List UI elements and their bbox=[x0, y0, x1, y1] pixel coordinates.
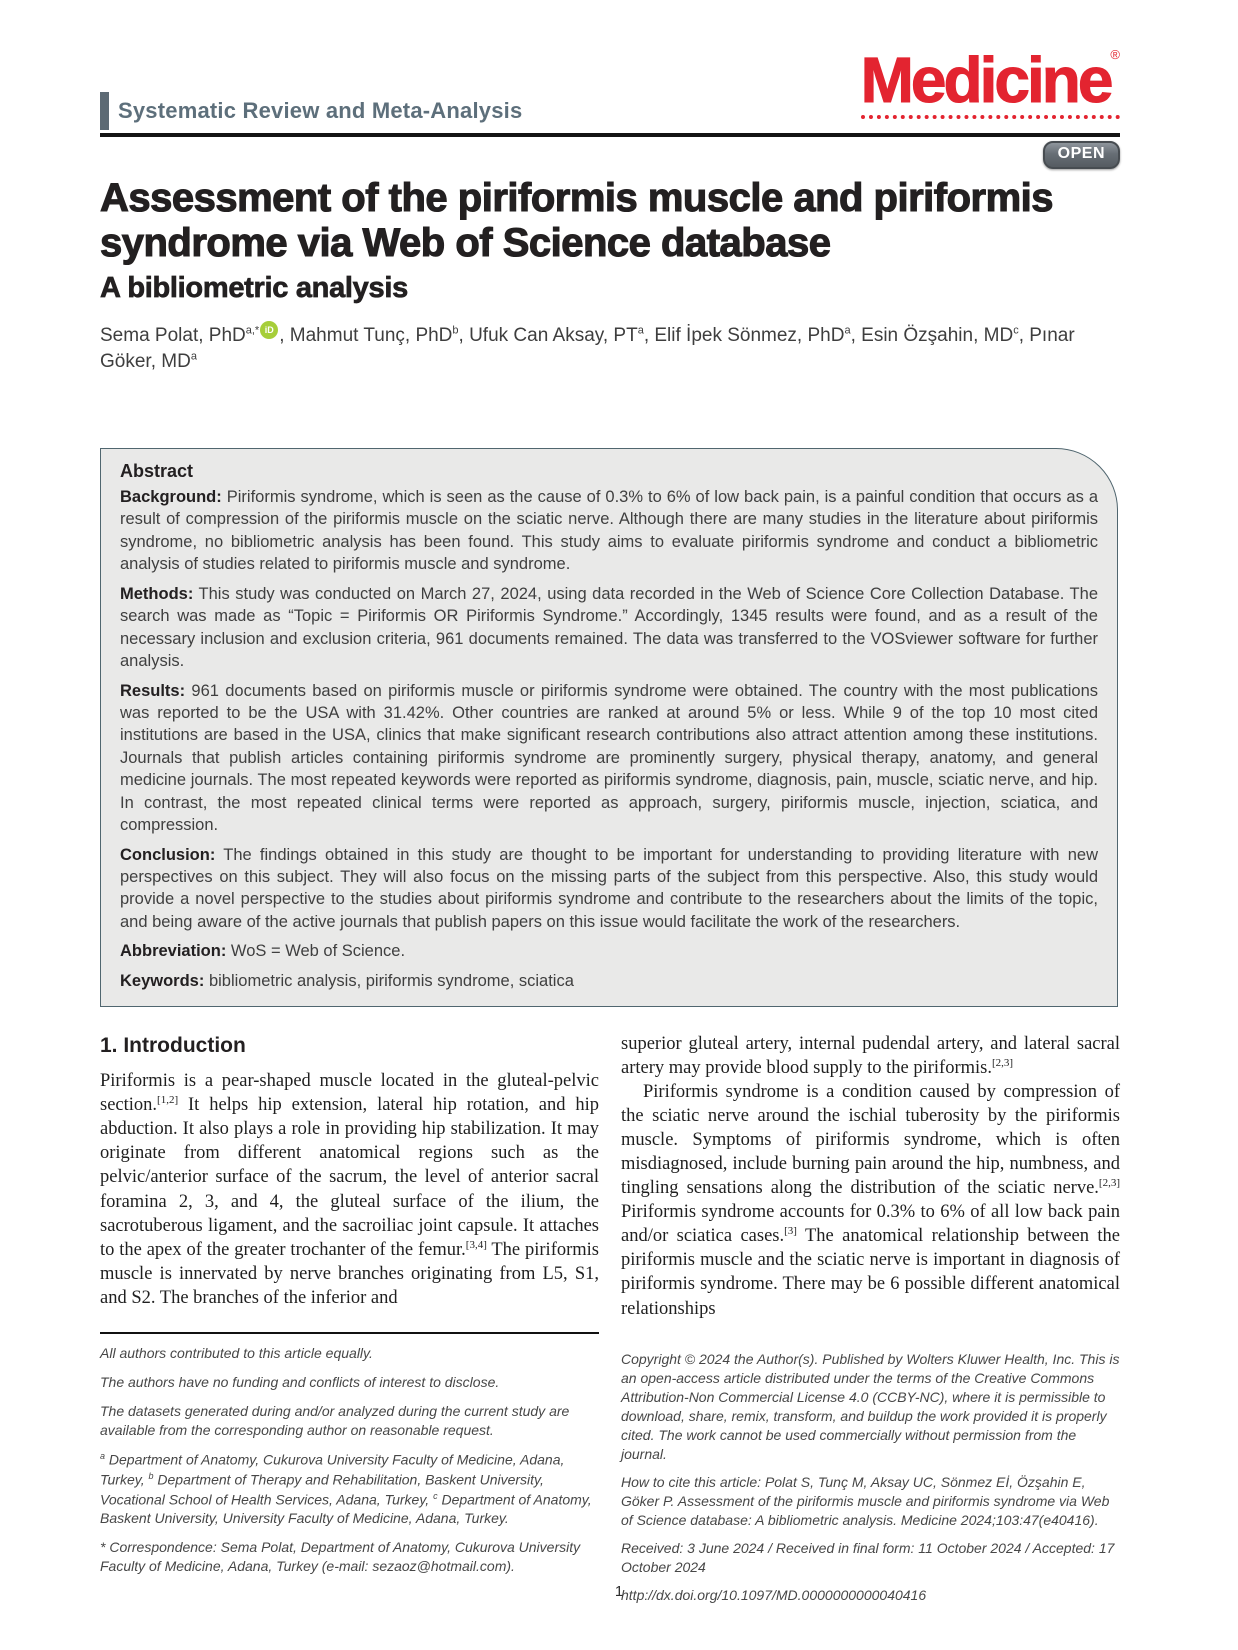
author-affiliation-sup: a bbox=[637, 324, 644, 337]
footnote-copyright: Copyright © 2024 the Author(s). Published by Wolters Kluwer Health, Inc. This is an open-access article distributed under the terms of the Creative Commons Attribution-Non Commercial License 4.0 (CCBY-NC), where it is permissible to download, share, remix, transform, and buildup the work provided it is properly cited. The work cannot be used commercially without permission from the journal. bbox=[621, 1351, 1120, 1463]
introduction-section bbox=[100, 1032, 1120, 1321]
footnote-citation: How to cite this article: Polat S, Tunç M, Aksay UC, Sönmez Eİ, Özşahin E, Göker P. Assessment of the piriformis muscle and piriformis syndrome via Web of Science database: A bibliometric analysis. Medicine 2024;103:47(e40416). bbox=[621, 1474, 1110, 1529]
affiliation-sup: c bbox=[433, 1490, 438, 1501]
journal-logo-text: Medicine bbox=[860, 44, 1111, 116]
page-number: 1 bbox=[614, 1583, 624, 1600]
article-title: Assessment of the piriformis muscle and piriformis syndrome via Web of Science database bbox=[100, 176, 1054, 266]
citation-ref[interactable]: [3,4] bbox=[465, 1238, 487, 1251]
author-affiliation-sup: b bbox=[452, 324, 459, 337]
abstract-section-label: Methods: bbox=[120, 584, 194, 603]
title-block bbox=[100, 176, 1120, 376]
article-type-label: Systematic Review and Meta-Analysis bbox=[118, 98, 523, 123]
footnote-rule bbox=[100, 1332, 599, 1334]
intro-paragraph: Piriformis syndrome is a condition caused by compression of the sciatic nerve around the ischial tuberosity by the piriformis muscle. Symptoms of piriformis syndrome, which is often misdiagnosed, include burning pain around the hip, numbness, and tingling sensations along the distribution of the sciatic nerve.[2,3] Piriformis syndrome accounts for 0.3% to 6% of all low back pain and/or sciatica cases.[3] The anatomical relationship between the piriformis muscle and the sciatic nerve is important in diagnosis of piriformis syndrome. There may be 6 possible different anatomical relationships bbox=[621, 1082, 1120, 1319]
footnote-data-availability: The datasets generated during and/or analyzed during the current study are available from the corresponding author on reasonable request. bbox=[100, 1403, 570, 1439]
registered-trademark-symbol: ® bbox=[1110, 47, 1120, 62]
intro-paragraph: superior gluteal artery, internal pudendal artery, and lateral sacral artery may provide blood supply to the piriformis.[2,3] bbox=[621, 1034, 1120, 1079]
affiliation-sup: a bbox=[100, 1451, 106, 1462]
footnote-contribution: All authors contributed to this article equally. bbox=[100, 1345, 373, 1361]
intro-left-column bbox=[100, 1032, 599, 1321]
abstract-keywords: Keywords: bibliometric analysis, piriformis syndrome, sciatica bbox=[120, 971, 574, 990]
open-access-badge[interactable]: OPEN bbox=[1043, 141, 1120, 169]
abstract-section-label: Results: bbox=[120, 681, 186, 700]
author: , Elif İpek Sönmez, PhD$^a$ bbox=[643, 324, 851, 346]
author: , Esin Özşahin, $MD^c$ bbox=[850, 324, 1019, 346]
author-affiliation-sup: c bbox=[1013, 324, 1019, 337]
footnote-affiliations: $^a$ Department of Anatomy, Cukurova University Faculty of Medicine, Adana, Turkey, $^b$ Department of Therapy and Rehabilitation, Baskent University, Vocational School of Health Services, Adana, Turkey, $^c$ Department of Anatomy, Baskent University, University Faculty of Medicine, Adana, Turkey. bbox=[100, 1451, 592, 1527]
author: , Mahmut Tunç, PhD$^b$ bbox=[279, 324, 459, 346]
journal-logo bbox=[860, 44, 1120, 119]
author: , Ufuk Can Aksay, $PT^a$ bbox=[458, 324, 644, 346]
citation-ref[interactable]: [3] bbox=[784, 1225, 797, 1238]
abstract-background: Background: Piriformis syndrome, which is seen as the cause of 0.3% to 6% of low back pain, is a painful condition that occurs as a result of compression of the piriformis muscle on the sciatic nerve. Although there are many studies in the literature about piriformis syndrome, no bibliometric analysis has been found. This study aims to evaluate piriformis syndrome and conduct a bibliometric analysis of studies related to piriformis muscle and syndrome. bbox=[120, 488, 1098, 574]
abstract-conclusion: Conclusion: The findings obtained in this study are thought to be important for understanding to providing literature with new perspectives on this subject. They will also focus on the missing parts of the subject from this perspective. Also, this study would provide a novel perspective to the studies about piriformis syndrome and contribute to the researchers about the limits of the topic, and being aware of the active journals that publish papers on this issue would facilitate the work of the researchers. bbox=[120, 845, 1098, 931]
article-type-banner bbox=[100, 92, 522, 130]
author: , Pınar Göker, $MD^a$ bbox=[100, 324, 1075, 373]
article-subtitle: A bibliometric analysis bbox=[100, 272, 408, 305]
author-affiliation-sup: a,* bbox=[245, 324, 260, 337]
abstract-heading: Abstract bbox=[120, 461, 194, 481]
abstract-box bbox=[100, 448, 1118, 1007]
citation-ref[interactable]: [1,2] bbox=[157, 1094, 179, 1107]
abstract-section-label: Abbreviation: bbox=[120, 942, 227, 961]
intro-paragraph: Piriformis is a pear-shaped muscle located in the gluteal-pelvic section.[1,2] It helps hip extension, lateral hip rotation, and hip abduction. It also plays a role in providing hip stabilization. It may originate from different anatomical regions such as the pelvic/anterior surface of the sacrum, the level of anterior sacral foramina 2, 3, and 4, the gluteal surface of the ilium, the sacrotuberous ligament, and the sacroiliac joint capsule. It attaches to the apex of the greater trochanter of the femur.[3,4] The piriformis muscle is innervated by nerve branches originating from L5, S1, and S2. The branches of the inferior and bbox=[100, 1071, 599, 1308]
footnote-doi-link[interactable]: http://dx.doi.org/10.1097/MD.0000000000040416 bbox=[621, 1587, 927, 1604]
footnote-disclosure: The authors have no funding and conflicts of interest to disclose. bbox=[100, 1374, 500, 1391]
abstract-results: Results: 961 documents based on piriformis muscle or piriformis syndrome were obtained. The country with the most publications was reported to be the USA with 31.42%. Other countries are ranked at around 5% or less. While 9 of the top 10 most cited institutions are based in the USA, clinics that make significant research contributions also attract attention among these institutions. Journals that publish articles containing piriformis syndrome are prominently surgery, physical therapy, anatomy, and general medicine journals. The most repeated keywords were reported as piriformis syndrome, diagnosis, pain, muscle, sciatic nerve, and hip. In contrast, the most repeated clinical terms were reported as approach, surgery, piriformis muscle, injection, sciatica, and compression. bbox=[120, 681, 1098, 835]
abstract-abbreviation: Abbreviation: WoS = Web of Science. bbox=[120, 942, 406, 961]
author-affiliation-sup: a bbox=[844, 324, 851, 337]
abstract-section-label: Background: bbox=[120, 488, 222, 506]
abstract-section-label: Conclusion: bbox=[120, 845, 216, 864]
citation-ref[interactable]: [2,3] bbox=[991, 1056, 1014, 1069]
footnotes-right-column bbox=[621, 1350, 1120, 1614]
section-heading-introduction: 1. Introduction bbox=[100, 1034, 246, 1057]
abstract-section-label: Keywords: bbox=[120, 971, 205, 990]
author-affiliation-sup: a bbox=[190, 350, 197, 363]
orcid-icon[interactable]: iD bbox=[260, 321, 278, 339]
citation-ref[interactable]: [2,3] bbox=[1098, 1177, 1120, 1190]
footnote-received-dates: Received: 3 June 2024 / Received in final form: 11 October 2024 / Accepted: 17 October 2024 bbox=[621, 1540, 1115, 1576]
masthead-rule bbox=[100, 133, 1120, 137]
affiliation-sup: b bbox=[148, 1470, 154, 1481]
intro-right-column bbox=[621, 1032, 1120, 1321]
footnote-correspondence: * Correspondence: Sema Polat, Department of Anatomy, Cukurova University Faculty of Medicine, Adana, Turkey (e-mail: sezaoz@hotmail.com). bbox=[100, 1539, 581, 1575]
banner-accent-bar bbox=[100, 92, 109, 130]
author: Sema Polat, PhD$^{a,*}$ bbox=[100, 324, 260, 346]
footnotes-left-column bbox=[100, 1332, 599, 1586]
author-list bbox=[100, 321, 1120, 376]
abstract-methods: Methods: This study was conducted on March 27, 2024, using data recorded in the Web of Science Core Collection Database. The search was made as “Topic = Piriformis OR Piriformis Syndrome.” Accordingly, 1345 results were found, and as a result of the necessary inclusion and exclusion criteria, 961 documents remained. The data was transferred to the VOSviewer software for further analysis. bbox=[120, 584, 1098, 671]
